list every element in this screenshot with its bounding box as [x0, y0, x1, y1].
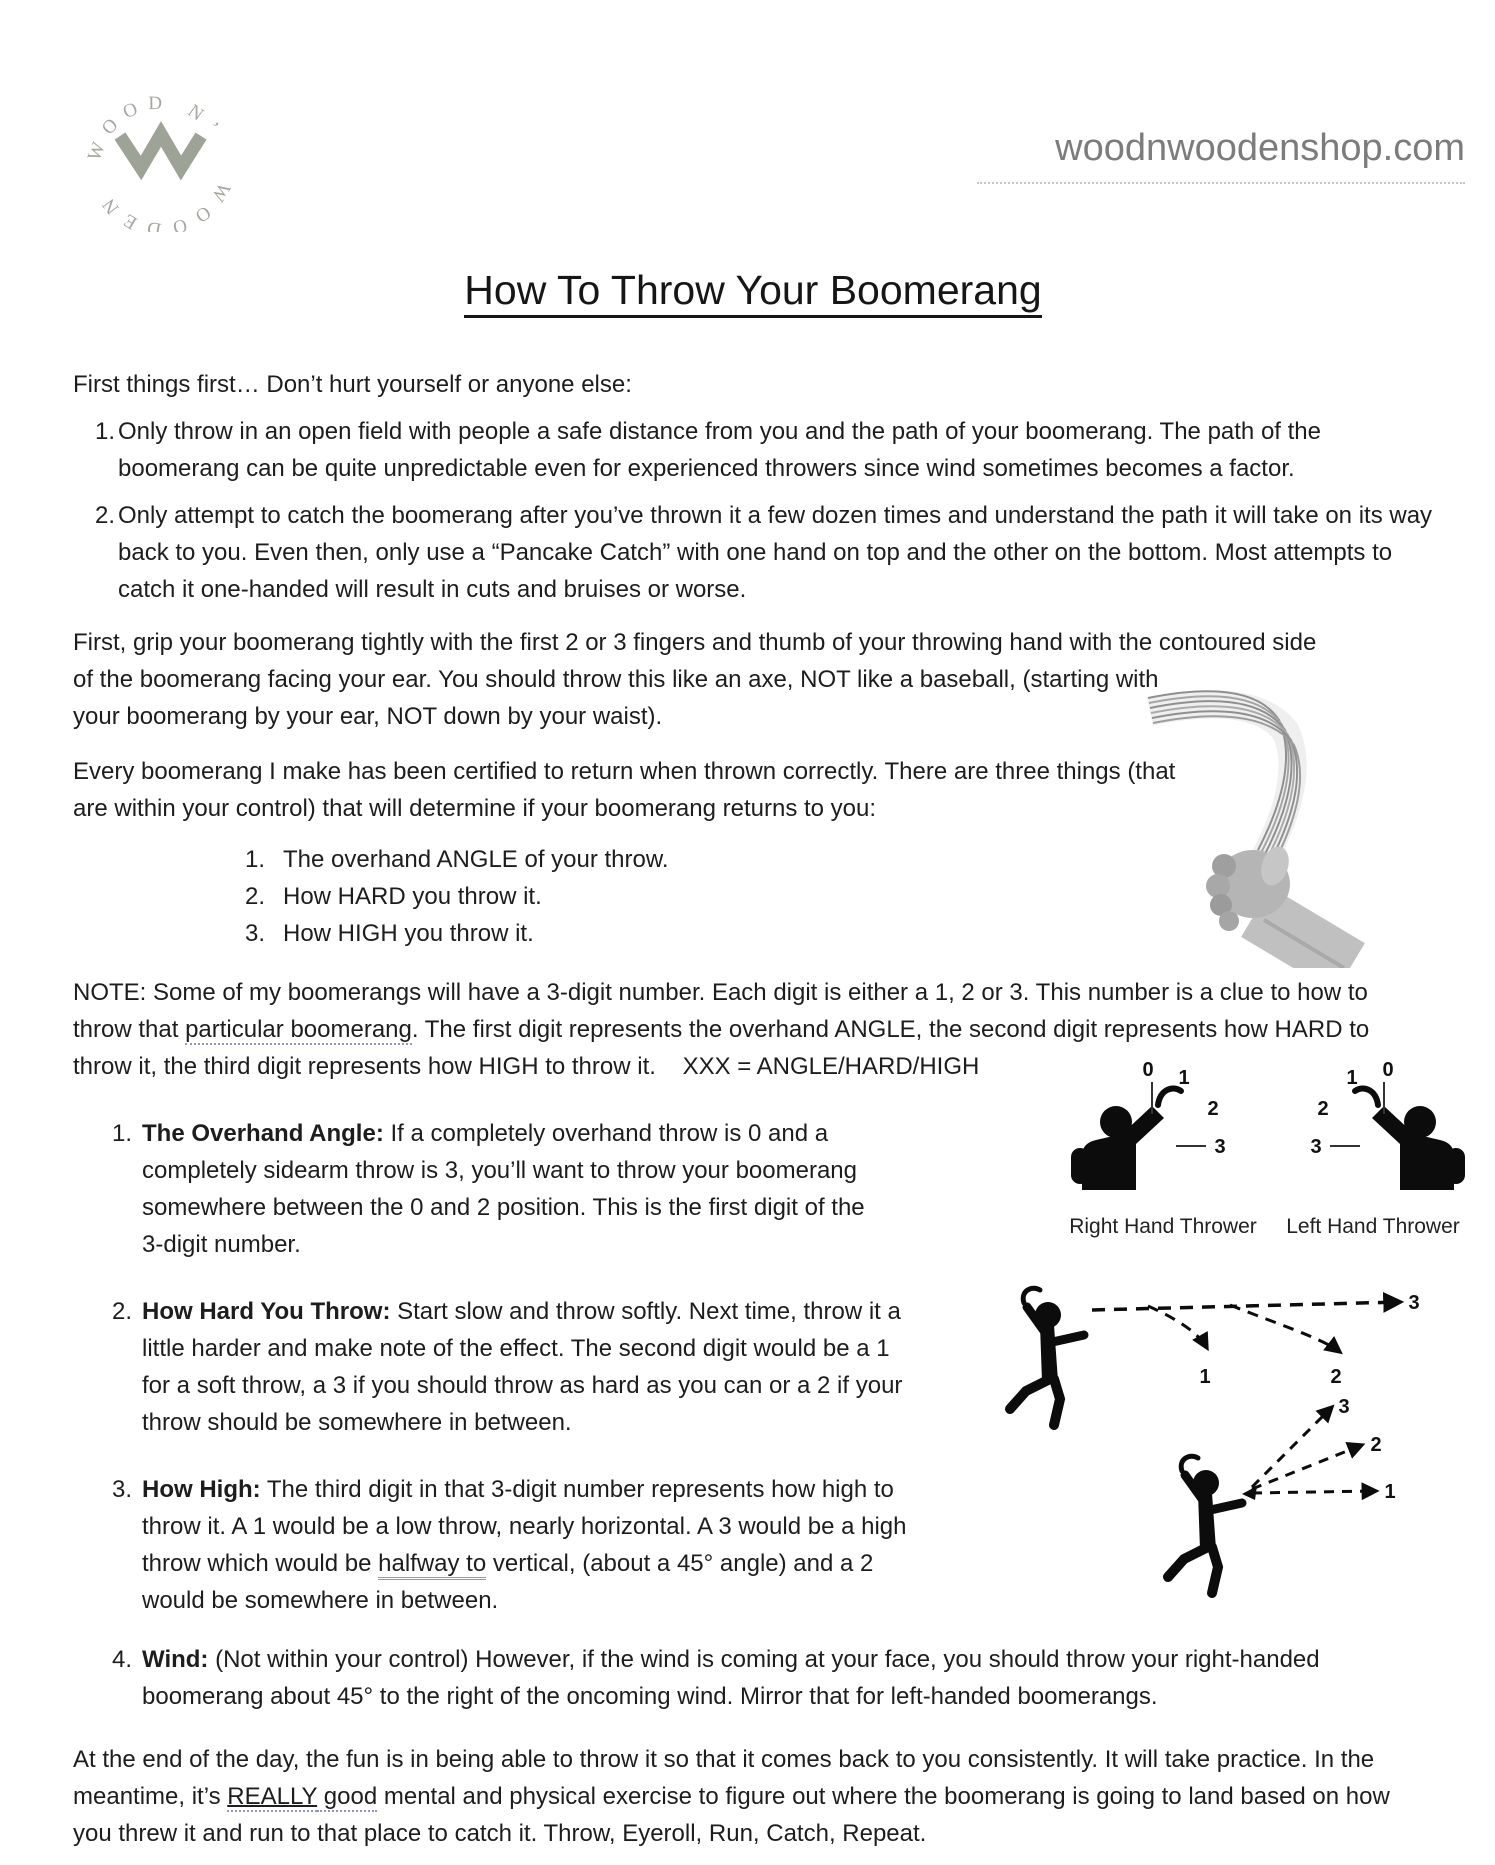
left-hand-thrower-label: Left Hand Thrower — [1286, 1215, 1460, 1238]
high-label-1: 1 — [1384, 1481, 1396, 1503]
list-item-text — [142, 1115, 880, 1263]
throw-height-diagram — [1130, 1395, 1440, 1656]
website-url: woodnwoodenshop.com — [977, 126, 1465, 184]
list-item — [245, 841, 1433, 878]
list-item-how-high — [73, 1396, 1433, 1619]
list-item — [73, 497, 1433, 608]
list-number: 1. — [95, 418, 116, 445]
list-item-text: Only throw in an open field with people a safe distance from you and the path of your boomerang. The path of the boomerang can be quite unpredictable even for experienced throwers since wind sometimes becomes a factor. — [118, 418, 1321, 482]
list-number: 2. — [245, 883, 266, 910]
list-item-text: How HIGH you throw it. — [283, 920, 534, 947]
note-text: . The first digit represents the overhand ANGLE, the second digit represents how HARD to throw it, the third digit represents how HIGH to throw it. XXX = ANGLE/HARD/HIGH — [73, 1016, 1370, 1080]
intro-paragraph: First things first… Don’t hurt yourself or anyone else: — [73, 371, 632, 398]
list-item — [245, 878, 1433, 915]
list-number: 2. — [95, 502, 116, 529]
list-item-text — [142, 1471, 935, 1619]
list-item-text: How HARD you throw it. — [283, 883, 542, 910]
closing-text: At the end of the day, the fun is in being able to throw it so that it comes back to you consistently. It will take practice. In the meantime, it’s — [73, 1746, 1375, 1810]
list-item-text — [142, 1293, 905, 1441]
factor-body-text: (Not within your control) However, if the wind is coming at your face, you should throw your right-handed boomerang about 45° to the right of the oncoming wind. Mirror that for left-handed boomerangs. — [142, 1646, 1320, 1710]
bold-lead: Wind: — [142, 1646, 209, 1673]
logo-top-text: WOOD N’ — [83, 92, 229, 164]
closing-text: mental and physical exercise to figure out where the boomerang is going to land based on how you threw it and run to that place to catch it. Throw, Eyeroll, Run, Catch, Repeat. — [73, 1783, 1390, 1847]
list-number: 3. — [112, 1476, 133, 1503]
factor-body-text: vertical, (about a 45° angle) and a 2 would be somewhere in between. — [142, 1550, 874, 1614]
closing-paragraph — [73, 1741, 1433, 1852]
list-item-overhand-angle — [73, 1059, 1460, 1263]
list-item-text: Only attempt to catch the boomerang after you’ve thrown it a few dozen times and understand the path it will take on its way back to you. Even then, only use a “Pancake Catch” with one hand on top and the other on the bottom. Most attempts to catch it one-handed will result in cuts and bruises or worse. — [118, 502, 1433, 603]
list-number: 1. — [112, 1120, 133, 1147]
three-things-list — [245, 841, 1433, 952]
angle-label-2: 2 — [1317, 1098, 1329, 1120]
hard-label-2: 2 — [1330, 1366, 1342, 1388]
spellcheck-underlined-text: good — [317, 1783, 378, 1810]
thrower-labels — [1058, 1215, 1478, 1239]
spellcheck-underlined-text: particular boomerang — [185, 1016, 412, 1043]
factor-body-text: Start slow and throw softly. Next time, throw it a little harder and make note of the effect. The second digit would be a 1 for a soft throw, a 3 if you should throw as hard as you can or a 2 if your throw should be somewhere in between. — [142, 1298, 903, 1436]
thrower-angle-diagram — [1058, 1058, 1478, 1239]
angle-label-1: 1 — [1346, 1067, 1358, 1089]
angle-label-0: 0 — [1382, 1059, 1394, 1081]
bold-lead: How High: — [142, 1476, 261, 1503]
grip-paragraph-line1: First, grip your boomerang tightly with the first 2 or 3 fingers and thumb of your throwing hand with the contoured side — [73, 629, 1317, 656]
safety-list — [73, 413, 1433, 608]
angle-label-1: 1 — [1178, 1067, 1190, 1089]
factor-body-text: If a completely overhand throw is 0 and a completely sidearm throw is 3, you’ll want to throw your boomerang somewhere between the 0 and 2 position. This is the first digit of the 3-digit number. — [142, 1120, 865, 1258]
list-item — [245, 915, 1433, 952]
right-hand-thrower-label: Right Hand Thrower — [1069, 1215, 1257, 1238]
factor-body-text: The third digit in that 3-digit number represents how high to throw it. A 1 would be a low throw, nearly horizontal. A 3 would be a high throw which would be — [142, 1476, 907, 1577]
angle-label-3: 3 — [1310, 1136, 1322, 1158]
certified-paragraph: Every boomerang I make has been certified to return when thrown correctly. There are three things (that are within your control) that will determine if your boomerang returns to you: — [73, 758, 1176, 822]
list-number: 3. — [245, 920, 266, 947]
thrower-figures-icon — [1058, 1058, 1478, 1198]
grammar-underlined-text: halfway to — [378, 1550, 486, 1580]
hard-label-1: 1 — [1199, 1366, 1211, 1388]
emphasized-underlined-text: REALLY — [227, 1783, 318, 1810]
grip-paragraph-rest: of the boomerang facing your ear. You should throw this like an axe, NOT like a baseball, (starting with your boomerang by your ear, NOT down by your waist). — [73, 666, 1159, 730]
list-number: 1. — [245, 846, 266, 873]
list-item — [73, 413, 1433, 487]
angle-label-3: 3 — [1214, 1136, 1226, 1158]
bold-lead: The Overhand Angle: — [142, 1120, 384, 1147]
angle-label-2: 2 — [1207, 1098, 1219, 1120]
hard-label-3: 3 — [1408, 1292, 1420, 1314]
list-item-text: The overhand ANGLE of your throw. — [283, 846, 669, 873]
high-label-2: 2 — [1370, 1434, 1382, 1456]
list-item-wind — [73, 1641, 1433, 1715]
high-label-3: 3 — [1338, 1396, 1350, 1418]
page-title: How To Throw Your Boomerang — [73, 264, 1433, 316]
note-text: NOTE: Some of my boomerangs will have a 3-digit number. Each digit is either a 1, 2 or 3. This number is a clue to how to throw that — [73, 979, 1368, 1043]
logo-bottom-text: WOODEN — [92, 178, 235, 232]
factors-list — [73, 1059, 1460, 1715]
list-number: 4. — [112, 1646, 133, 1673]
list-item-text — [142, 1641, 1392, 1715]
bold-lead: How Hard You Throw: — [142, 1298, 391, 1325]
high-throw-angles-icon — [1130, 1395, 1440, 1645]
list-number: 2. — [112, 1298, 133, 1325]
angle-label-0: 0 — [1142, 1059, 1154, 1081]
